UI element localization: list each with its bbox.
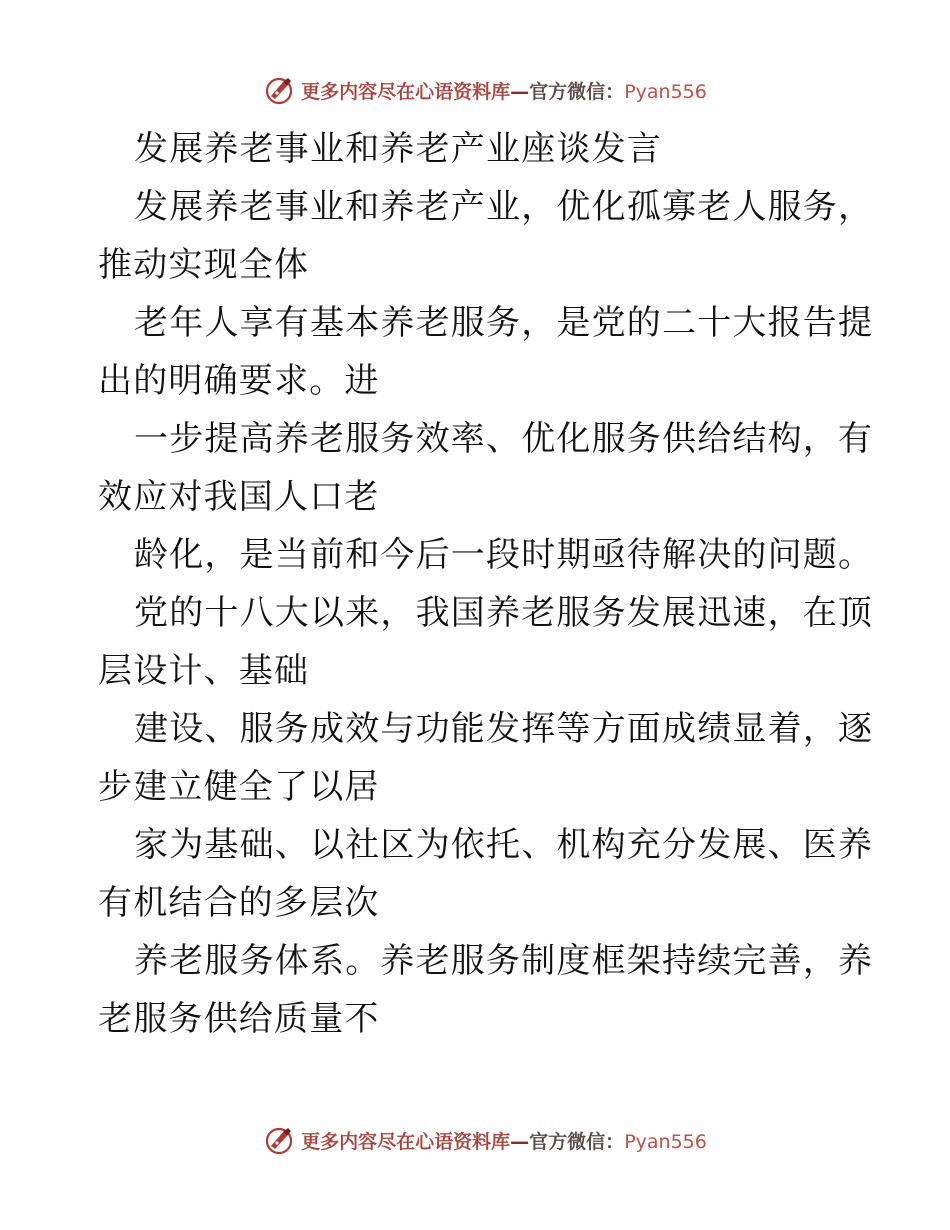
watermark-text [301, 1127, 707, 1154]
pen-nib-logo-icon [263, 74, 295, 106]
paragraph-line: 建设、服务成效与功能发挥等方面成绩显着，逐 [134, 709, 874, 749]
paragraph-line: 老年人享有基本养老服务，是党的二十大报告提 [134, 303, 874, 343]
paragraph-line: 推动实现全体 [98, 245, 310, 285]
watermark-separator: — [510, 80, 530, 103]
paragraph-line: 发展养老事业和养老产业，优化孤寡老人服务， [134, 187, 874, 227]
header-watermark [0, 70, 950, 110]
paragraph-line: 有机结合的多层次 [98, 883, 380, 923]
watermark-group [263, 1124, 707, 1156]
watermark-wechat-label: 官方微信： [529, 80, 625, 103]
paragraph-line: 步建立健全了以居 [98, 767, 380, 807]
document-title: 发展养老事业和养老产业座谈发言 [134, 129, 662, 169]
watermark-wechat-id: Pyan556 [624, 1130, 707, 1153]
watermark-group [263, 74, 707, 106]
paragraph-line: 一步提高养老服务效率、优化服务供给结构，有 [134, 419, 874, 459]
watermark-site-text: 更多内容尽在心语资料库 [301, 1130, 511, 1153]
watermark-text [301, 77, 707, 104]
footer-watermark [0, 1120, 950, 1160]
pen-nib-logo-icon [263, 1124, 295, 1156]
paragraph-line: 出的明确要求。进 [98, 361, 380, 401]
watermark-separator: — [510, 1130, 530, 1153]
watermark-site-text: 更多内容尽在心语资料库 [301, 80, 511, 103]
paragraph-line: 效应对我国人口老 [98, 477, 380, 517]
paragraph-line: 党的十八大以来，我国养老服务发展迅速，在顶 [134, 593, 874, 633]
paragraph-line: 层设计、基础 [98, 651, 310, 691]
paragraph-line: 养老服务体系。养老服务制度框架持续完善，养 [134, 941, 874, 981]
paragraph-line: 老服务供给质量不 [98, 999, 380, 1039]
paragraph-line: 家为基础、以社区为依托、机构充分发展、医养 [134, 825, 874, 865]
paragraph-line: 龄化，是当前和今后一段时期亟待解决的问题。 [134, 535, 874, 575]
watermark-wechat-label: 官方微信： [529, 1130, 625, 1153]
watermark-wechat-id: Pyan556 [624, 80, 707, 103]
document-body [98, 120, 874, 1048]
